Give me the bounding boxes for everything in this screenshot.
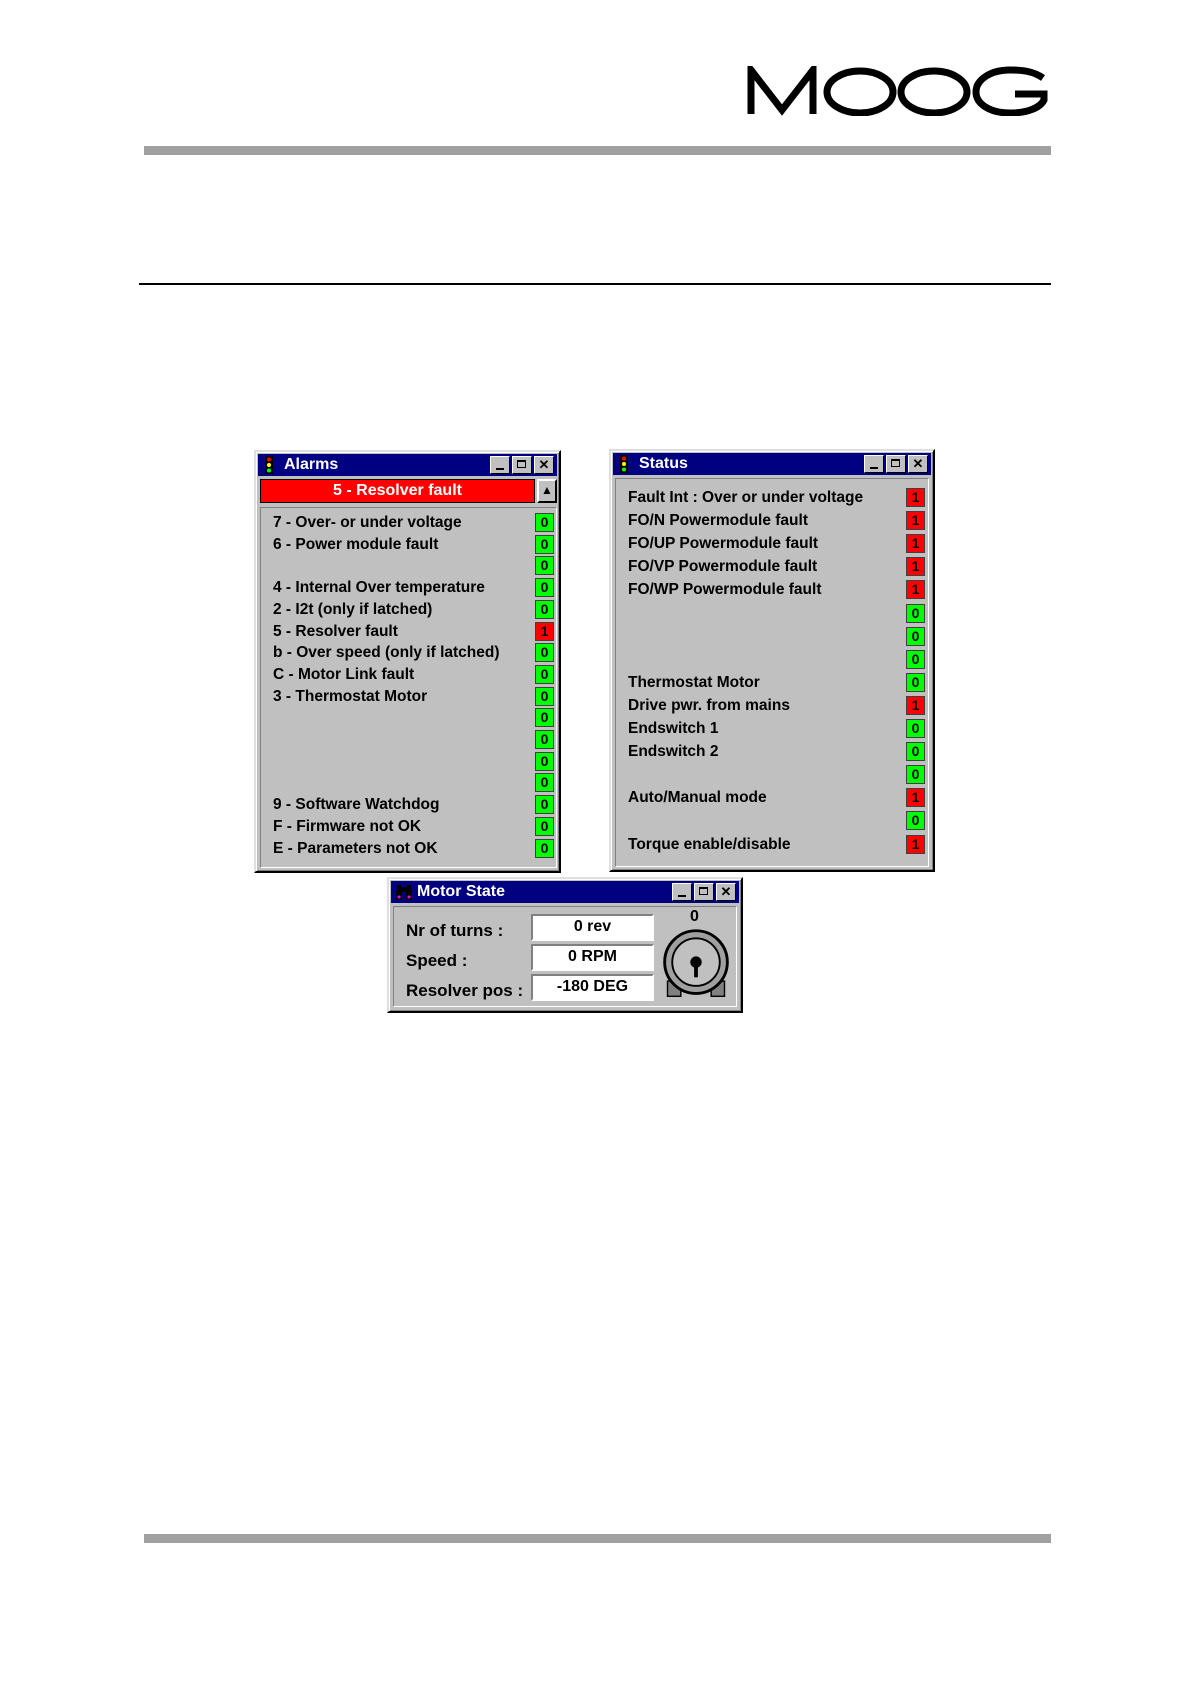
close-button[interactable] [716, 883, 736, 901]
status-row-label: Torque enable/disable [628, 835, 791, 853]
header-divider [139, 283, 1051, 285]
alarms-row-label: C - Motor Link fault [273, 665, 415, 683]
status-status-indicator: 0 [906, 811, 925, 830]
turns-field: 0 rev [531, 914, 654, 941]
resolver-pos-field: -180 DEG [531, 974, 654, 1001]
traffic-light-icon [617, 455, 631, 473]
status-window [609, 449, 935, 872]
status-title: Status [639, 455, 688, 472]
alarms-row-label: 5 - Resolver fault [273, 622, 398, 640]
maximize-button[interactable] [694, 883, 714, 901]
alarms-title: Alarms [284, 456, 339, 473]
header-rule [144, 146, 1051, 155]
status-status-indicator: 1 [906, 580, 925, 599]
alarms-status-indicator: 0 [535, 665, 554, 684]
alarms-row-label: 2 - I2t (only if latched) [273, 600, 433, 618]
status-status-indicator: 1 [906, 488, 925, 507]
status-status-indicator: 1 [906, 534, 925, 553]
up-arrow-icon: ▲ [541, 483, 553, 497]
dial-angle-label: 0 [690, 908, 699, 925]
alarms-status-indicator: 0 [535, 535, 554, 554]
traffic-light-icon [262, 456, 276, 474]
status-status-indicator: 1 [906, 788, 925, 807]
status-status-indicator: 1 [906, 835, 925, 854]
status-status-indicator: 0 [906, 673, 925, 692]
speed-field: 0 RPM [531, 944, 654, 971]
status-row-label: FO/WP Powermodule fault [628, 581, 822, 599]
alarms-status-indicator: 0 [535, 600, 554, 619]
alarms-status-indicator: 0 [535, 752, 554, 771]
status-row-label: Endswitch 1 [628, 720, 719, 737]
minimize-button[interactable] [490, 456, 510, 474]
alarms-status-indicator: 0 [535, 730, 554, 749]
maximize-button[interactable] [512, 456, 532, 474]
turns-label: Nr of turns : [406, 921, 504, 940]
scroll-up-button[interactable] [537, 479, 557, 503]
maximize-icon [699, 887, 708, 895]
binoculars-icon [395, 883, 413, 901]
alarms-status-indicator: 0 [535, 687, 554, 706]
speed-label: Speed : [406, 951, 468, 970]
alarms-row-label: 9 - Software Watchdog [273, 796, 440, 814]
close-icon: ✕ [720, 884, 732, 899]
status-status-indicator: 0 [906, 719, 925, 738]
motor-title: Motor State [417, 883, 505, 900]
status-titlebar[interactable] [613, 453, 931, 475]
status-row-label: Endswitch 2 [628, 743, 719, 761]
minimize-button[interactable] [672, 883, 692, 901]
status-status-indicator: 0 [906, 604, 925, 623]
resolver-pos-label: Resolver pos : [406, 981, 524, 1000]
footer-rule [144, 1534, 1051, 1543]
status-row-label: Fault Int : Over or under voltage [628, 489, 864, 506]
alarms-window [254, 450, 561, 873]
active-alarm-banner[interactable]: 5 - Resolver fault [260, 479, 535, 503]
status-row-label: Thermostat Motor [628, 673, 760, 691]
close-icon: ✕ [912, 456, 924, 471]
status-row-label: Drive pwr. from mains [628, 696, 790, 714]
status-row-label: Auto/Manual mode [628, 789, 767, 807]
alarms-status-indicator: 0 [535, 773, 554, 792]
alarms-status-indicator: 0 [535, 556, 554, 575]
alarms-row-label: b - Over speed (only if latched) [273, 644, 500, 662]
status-row-label: FO/UP Powermodule fault [628, 535, 819, 553]
alarms-row-label: E - Parameters not OK [273, 839, 438, 857]
motor-dial-icon [658, 926, 734, 1002]
close-icon: ✕ [538, 457, 550, 472]
alarms-row-label: 6 - Power module fault [273, 535, 439, 553]
status-status-indicator: 0 [906, 650, 925, 669]
status-row-label: FO/VP Powermodule fault [628, 558, 818, 576]
status-status-indicator: 0 [906, 627, 925, 646]
maximize-button[interactable] [886, 455, 906, 473]
status-status-indicator: 1 [906, 511, 925, 530]
status-list [615, 478, 929, 867]
alarms-status-indicator: 0 [535, 839, 554, 858]
alarms-status-indicator: 0 [535, 513, 554, 532]
minimize-button[interactable] [864, 455, 884, 473]
alarms-status-indicator: 0 [535, 578, 554, 597]
alarms-status-indicator: 0 [535, 643, 554, 662]
motor-titlebar[interactable] [391, 881, 739, 903]
motor-state-window [387, 877, 743, 1013]
maximize-icon [891, 459, 900, 467]
alarms-status-indicator: 1 [535, 622, 554, 641]
motor-panel [393, 906, 737, 1007]
moog-logo [747, 66, 1052, 116]
status-status-indicator: 0 [906, 742, 925, 761]
alarms-row-label: 3 - Thermostat Motor [273, 687, 428, 705]
alarms-status-indicator: 0 [535, 795, 554, 814]
status-status-indicator: 1 [906, 557, 925, 576]
status-row-label: FO/N Powermodule fault [628, 512, 808, 530]
alarms-status-indicator: 0 [535, 708, 554, 727]
alarms-row-label: 7 - Over- or under voltage [273, 514, 462, 531]
minimize-icon [496, 468, 504, 470]
maximize-icon [517, 460, 526, 468]
alarms-titlebar[interactable] [258, 454, 557, 476]
minimize-icon [870, 467, 878, 469]
alarms-row-label: 4 - Internal Over temperature [273, 579, 485, 597]
minimize-icon [678, 895, 686, 897]
close-button[interactable] [908, 455, 928, 473]
alarms-row-label: F - Firmware not OK [273, 817, 422, 835]
alarms-status-indicator: 0 [535, 817, 554, 836]
close-button[interactable] [534, 456, 554, 474]
status-status-indicator: 0 [906, 765, 925, 784]
status-status-indicator: 1 [906, 696, 925, 715]
alarms-list [260, 507, 557, 868]
